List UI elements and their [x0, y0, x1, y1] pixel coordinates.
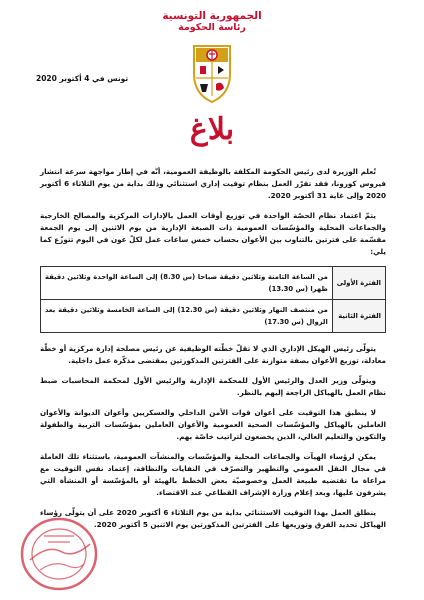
paragraph-start: ينطلق العمل بهذا التوقيت الاستثنائي بداية من يوم الثلاثاء 6 أكتوبر 2020 على أن يتولّى رؤساء الهياكل تحديد الفرق وتوزيعها على الفترتين المذكورتين يوم الاثنين 5 أكتوبر 2020. — [40, 508, 386, 529]
tunisia-coat-of-arms-icon — [188, 40, 236, 106]
republic-name: الجمهورية التونسية — [162, 10, 262, 22]
paragraph-schedule-system: يتمّ اعتماد نظام الحصّة الواحدة في توزيع أوقات العمل بالإدارات المركزية والمصالح الخارجية والجماعات المحلية والمؤسّسات العمومية ذات الصبغة الإدارية من يوم الاثنين إلى يوم الجمعة مقسّمة على فترتين بالتناوب بين الأعوان بحساب خمس ساعات عمل لكلّ عون في اليوم تتوزّع كما يلي: — [40, 211, 386, 256]
paragraph-staff-distribution: يتولّى رئيس الهيكل الإداري الذي لا تقلّ خطّته الوظيفية عن رئيس مصلحة إدارة مركزية أو خطّة معادلة، توزيع الأعوان بصفة متوازنة على الفترتين المذكورتين بمقتضى مذكّرة عمل داخلية. — [40, 344, 386, 365]
paragraph-local-bodies: يمكن لرؤساء الهيآت والجماعات المحلية والمؤسّسات والمنشآت العمومية، باستثناء تلك العاملة في مجال النقل العمومي والتطهير والتصرّف في النفايات والنظافة، إعتماد نفس التوقيت مع مراعاة ما تقتضيه طبيعة العمل وخصوصيّة بعض الخطط بالهيئة أو بالمؤسّسة أو المنشأة التي يشرفون عليها، وبعد إعلام وزارة الإشراف القطاعي عند الاقتضاء. — [40, 452, 386, 497]
period-hours: من منتصف النهار وثلاثين دقيقة (س 12.30) إلى الساعة الخامسة وثلاثين دقيقة بعد الزوال (س 17.30) — [41, 300, 333, 333]
table-row — [41, 300, 386, 333]
letterhead — [0, 10, 424, 34]
period-label: الفترة الثانية — [332, 300, 385, 333]
document-date: تونس في 4 أكتوبر 2020 — [36, 74, 129, 83]
schedule-table — [40, 266, 386, 333]
official-stamp-icon — [18, 514, 100, 594]
period-hours: من الساعة الثامنة وثلاثين دقيقة صباحا (س 8.30) إلى الساعة الواحدة وثلاثين دقيقة ظهرا (س 13.30) — [41, 267, 333, 300]
table-row — [41, 267, 386, 300]
paragraph-intro: تُعلم الوزيرة لدى رئيس الحكومة المكلفة بالوظيفة العمومية، أنّه في إطار مواجهة سرعة انتشار فيروس كورونا، فقد تقرّر العمل بنظام توقيت إداري استثنائي وذلك بداية من يوم الثلاثاء 6 أكتوبر 2020 وإلى غاية 31 أكتوبر 2020. — [40, 167, 386, 200]
document-body — [40, 166, 386, 539]
paragraph-exceptions: لا ينطبق هذا التوقيت على أعوان قوات الأمن الداخلي والعسكريين وأعوان الديوانة والأعوان العاملين بالهياكل والمؤسّسات الصحية العمومية والأعوان العاملين بمؤسّسات التربية والطفولة والتكوين والتعليم العالي، الذين يخضعون لتراتيب خاصّة بهم. — [40, 408, 386, 441]
document-title: بلاغ — [189, 112, 235, 147]
period-label: الفترة الأولى — [332, 267, 385, 300]
paragraph-justice: ويتولّى وزير العدل والرئيس الأول للمحكمة الإدارية والرئيس الأول لمحكمة المحاسبات ضبط نظام العمل بالهياكل الراجعة إليهم بالنظر. — [40, 376, 386, 397]
government-name: رئاسة الحكومة — [178, 22, 246, 33]
